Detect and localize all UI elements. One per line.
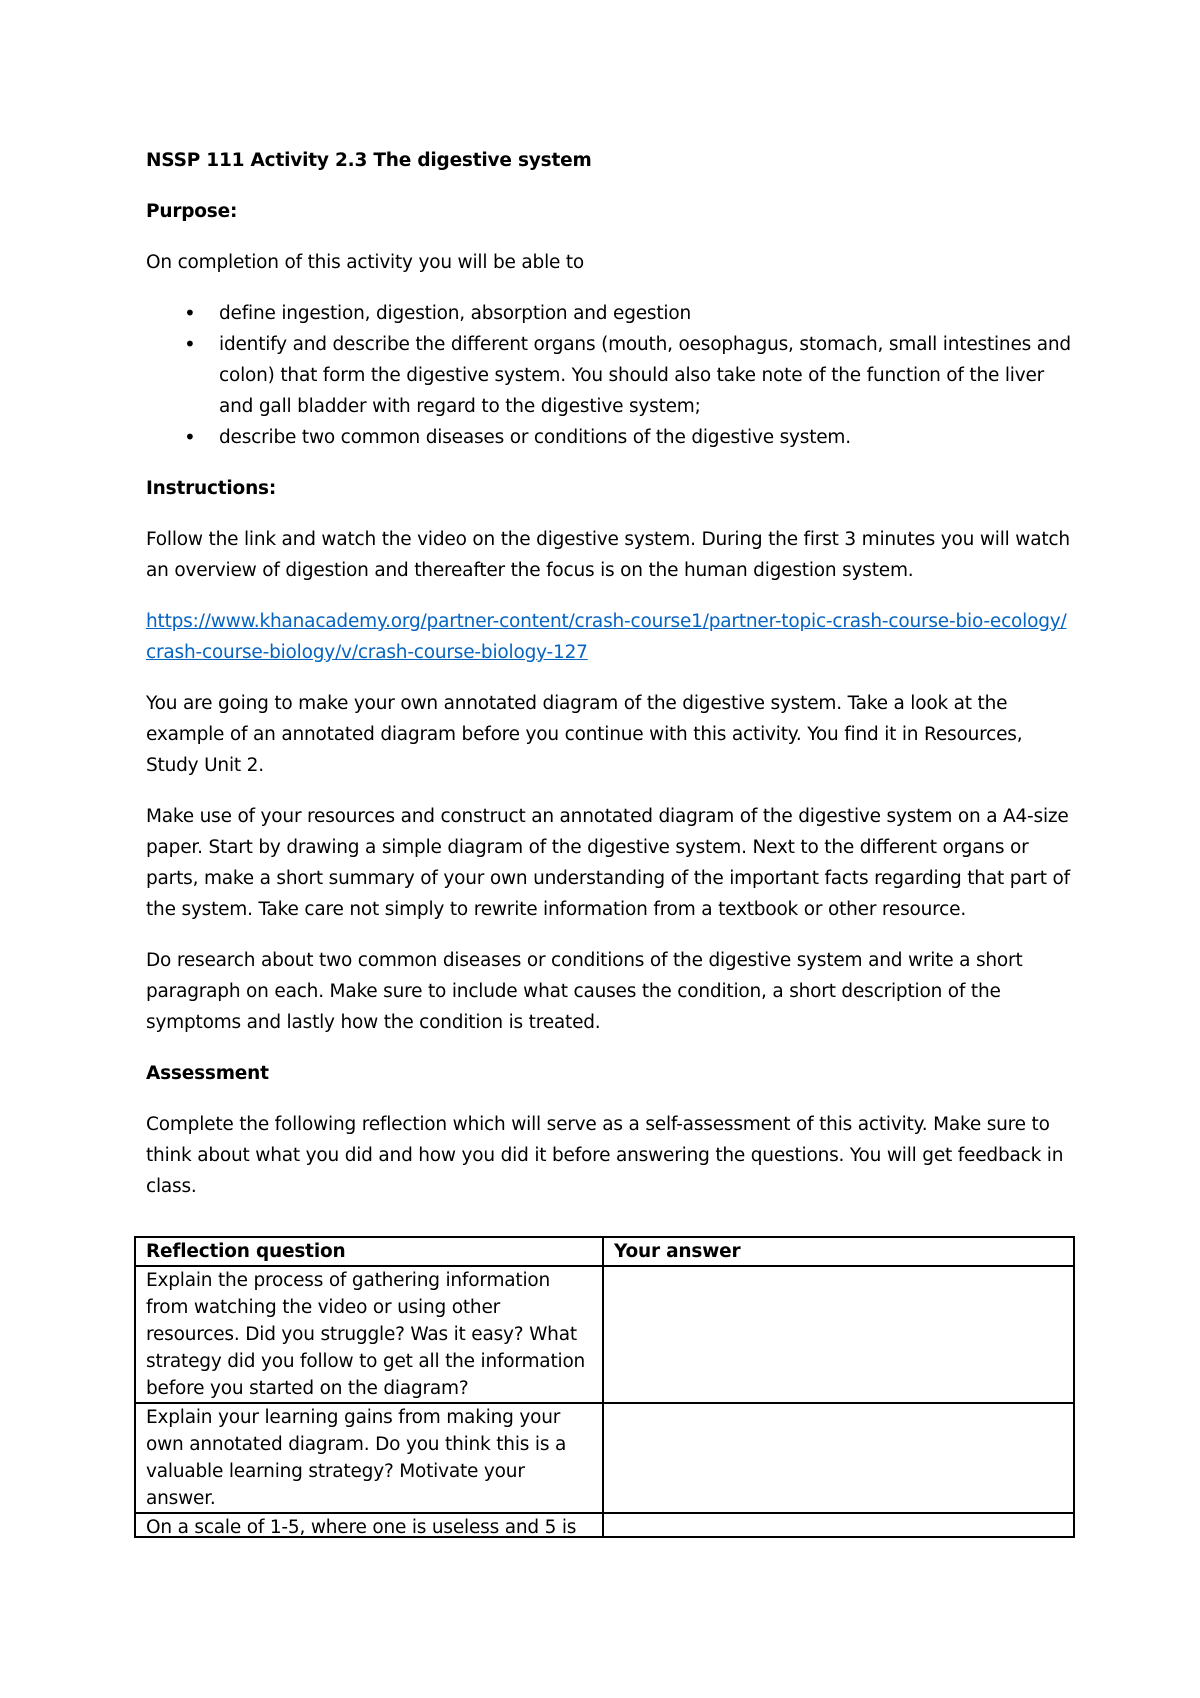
instructions-heading: Instructions: [146, 478, 277, 499]
answer-cell[interactable] [603, 1266, 1074, 1403]
purpose-heading: Purpose: [146, 201, 238, 222]
purpose-item: • define ingestion, digestion, absorption and egestion [146, 298, 1076, 329]
header-your-answer: Your answer [603, 1237, 1074, 1266]
answer-cell[interactable] [603, 1403, 1074, 1513]
document-title: NSSP 111 Activity 2.3 The digestive system [146, 150, 592, 171]
header-reflection-question: Reflection question [135, 1237, 603, 1266]
table-row [135, 1513, 1074, 1537]
question-text: On a scale of 1-5, where one is useless and 5 is [146, 1517, 577, 1536]
question-cell [135, 1513, 603, 1537]
question-cell: Explain your learning gains from making your own annotated diagram. Do you think this is a valuable learning strategy? Motivate your answer. [135, 1403, 603, 1513]
video-link[interactable]: https://www.khanacademy.org/partner-content/crash-course1/partner-topic-crash-course-bio-ecology/crash-course-biology/v/crash-course-biology-127 [146, 611, 1067, 663]
table-row [135, 1403, 1074, 1513]
instructions-paragraph-3: Make use of your resources and construct an annotated diagram of the digestive system on a A4-size paper. Start by drawing a simple diagram of the digestive system. Next to the different organs or parts, make a short summary of your own understanding of the important facts regarding that part of the system. Take care not simply to rewrite information from a textbook or other resource. [146, 806, 1070, 920]
answer-cell[interactable] [603, 1513, 1074, 1537]
instructions-paragraph-1: Follow the link and watch the video on the digestive system. During the first 3 minutes you will watch an overview of digestion and thereafter the focus is on the human digestion system. [146, 529, 1070, 581]
instructions-paragraph-4: Do research about two common diseases or conditions of the digestive system and write a short paragraph on each. Make sure to include what causes the condition, a short description of the symptoms and lastly how the condition is treated. [146, 950, 1023, 1033]
reflection-table [134, 1236, 1075, 1538]
purpose-item: • describe two common diseases or conditions of the digestive system. [146, 422, 1076, 453]
document-body [146, 145, 1076, 1222]
assessment-paragraph: Complete the following reflection which will serve as a self-assessment of this activity. Make sure to think about what you did and how you did it before answering the questions. You will get feedback in class. [146, 1114, 1064, 1197]
assessment-heading: Assessment [146, 1063, 269, 1084]
purpose-item: • identify and describe the different organs (mouth, oesophagus, stomach, small intestines and colon) that form the digestive system. You should also take note of the function of the liver and gall bladder with regard to the digestive system; [146, 329, 1076, 422]
purpose-intro: On completion of this activity you will be able to [146, 252, 585, 273]
video-link-paragraph [146, 606, 1076, 668]
table-row [135, 1266, 1074, 1403]
purpose-list [146, 298, 1076, 453]
question-cell: Explain the process of gathering information from watching the video or using other resources. Did you struggle? Was it easy? What strategy did you follow to get all the information before you started on the diagram? [135, 1266, 603, 1403]
instructions-paragraph-2: You are going to make your own annotated diagram of the digestive system. Take a look at the example of an annotated diagram before you continue with this activity. You find it in Resources, Study Unit 2. [146, 693, 1023, 776]
table-header-row [135, 1237, 1074, 1266]
